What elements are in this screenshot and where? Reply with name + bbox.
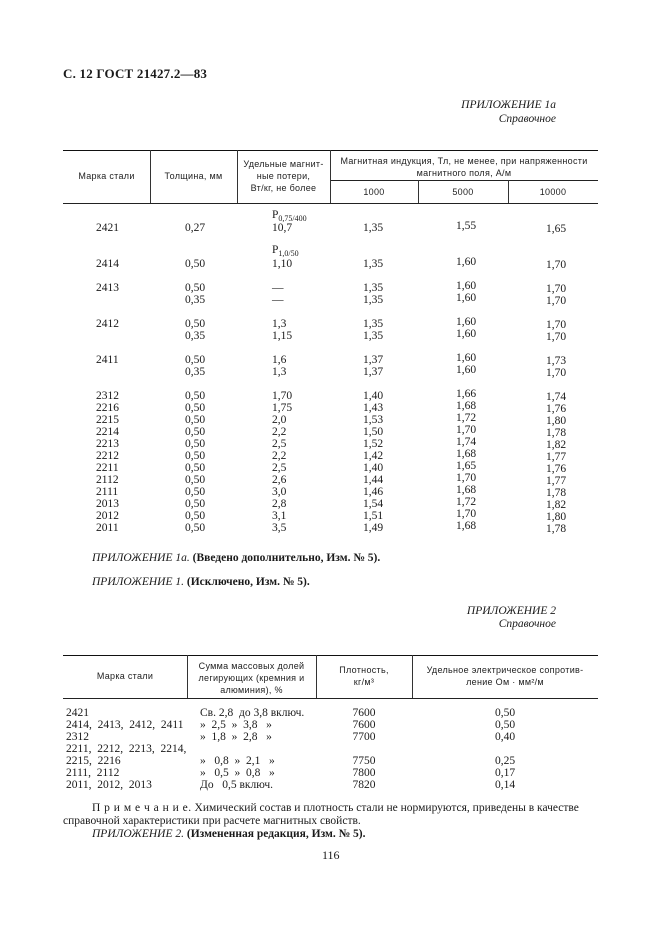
- table1-cell-b1: 1,35: [363, 330, 384, 342]
- footnote-text: Химический состав и плотность стали не нормируются, приведены в качестве: [191, 802, 579, 814]
- table1-cell-p: 1,3: [272, 366, 287, 378]
- table1-cell-p: —: [272, 282, 284, 294]
- t2-col-alloy-header: [187, 660, 316, 696]
- table1-cell-grade: 2312: [96, 390, 119, 402]
- table1-cell-b3: 1,70: [546, 259, 567, 271]
- table1-cell-grade: 2011: [96, 522, 119, 534]
- table1-cell-b2: 1,70: [456, 472, 477, 484]
- loss-subscript: 0,75/400: [278, 214, 307, 223]
- note-italic: ПРИЛОЖЕНИЕ 2.: [92, 828, 184, 840]
- table1-cell-grade: 2414: [96, 258, 119, 270]
- table2-cell-density: 7600: [352, 707, 376, 719]
- table1-cell-b2: 1,68: [456, 400, 477, 412]
- table1-cell-b1: 1,37: [363, 366, 384, 378]
- table1-cell-b3: 1,82: [546, 439, 567, 451]
- col-h1000-header: 1000: [363, 187, 385, 197]
- table1-cell-grade: 2013: [96, 498, 119, 510]
- table2-cell-res: 0,14: [494, 779, 516, 791]
- note-bold: (Введено дополнительно, Изм. № 5).: [192, 552, 381, 564]
- table2-cell-density: 7700: [352, 731, 376, 743]
- table1-cell-b2: 1,60: [456, 364, 477, 376]
- table2-cell-grade: 2215, 2216: [66, 755, 121, 767]
- table1-cell-t: 0,50: [185, 486, 206, 498]
- table1-cell-p: —: [272, 294, 284, 306]
- table1-cell-grade: 2421: [96, 222, 119, 234]
- table1-cell-t: 0,50: [185, 390, 206, 402]
- table2-cell-density: 7820: [352, 779, 376, 791]
- table1-cell-t: 0,50: [185, 318, 206, 330]
- table1-cell-b2: 1,60: [456, 280, 477, 292]
- table1-cell-t: 0,50: [185, 450, 206, 462]
- header-line: Плотность,: [339, 665, 389, 675]
- table1-cell-t: 0,50: [185, 426, 206, 438]
- table1-cell-b3: 1,70: [546, 295, 567, 307]
- table2-cell-res: 0,25: [494, 755, 516, 767]
- table2-cell-grade: 2011, 2012, 2013: [66, 779, 152, 791]
- table2-cell-grade: 2421: [66, 707, 89, 719]
- table1-cell-grade: 2412: [96, 318, 119, 330]
- table1-cell-t: 0,50: [185, 462, 206, 474]
- table2-cell-density: 7800: [352, 767, 376, 779]
- table1-cell-b3: 1,78: [546, 523, 567, 535]
- col-induction-header: [330, 155, 598, 179]
- table1-cell-b1: 1,42: [363, 450, 384, 462]
- table1-cell-grade: 2215: [96, 414, 119, 426]
- appendix-1a-subtitle: Справочное: [498, 113, 556, 125]
- table1-cell-b3: 1,77: [546, 475, 567, 487]
- table1-cell-b1: 1,40: [363, 462, 384, 474]
- t2-col-resistivity-header: [412, 664, 598, 688]
- note-italic: ПРИЛОЖЕНИЕ 1.: [92, 576, 184, 588]
- note-appendix-1: [92, 576, 310, 588]
- table2-cell-alloy: » 0,5 » 0,8 »: [200, 767, 275, 779]
- table1-cell-b3: 1,78: [546, 427, 567, 439]
- header-line: ные потери,: [256, 171, 311, 181]
- table1-cell-b2: 1,65: [456, 460, 477, 472]
- table1-cell-p: 2,6: [272, 474, 287, 486]
- table1-cell-p: 1,6: [272, 354, 287, 366]
- table1-cell-b1: 1,40: [363, 390, 384, 402]
- table1-cell-b2: 1,68: [456, 484, 477, 496]
- table1-cell-b1: 1,46: [363, 486, 384, 498]
- table1-cell-b1: 1,53: [363, 414, 384, 426]
- table1-cell-b2: 1,66: [456, 388, 477, 400]
- table1-cell-grade: 2213: [96, 438, 119, 450]
- table1-cell-grade: 2413: [96, 282, 119, 294]
- footnote-line2: справочной характеристики при расчете магнитных свойств.: [63, 815, 361, 827]
- table1-cell-p: 1,10: [272, 258, 293, 270]
- table1-cell-p: 1,3: [272, 318, 287, 330]
- loss-subscript: 1,0/50: [278, 249, 299, 258]
- table1-cell-b3: 1,74: [546, 391, 567, 403]
- table1-cell-b1: 1,35: [363, 282, 384, 294]
- page-header: С. 12 ГОСТ 21427.2—83: [63, 66, 208, 81]
- table1-cell-grade: 2214: [96, 426, 119, 438]
- table1-cell-t: 0,50: [185, 282, 206, 294]
- header-line: Вт/кг, не более: [250, 183, 317, 193]
- table1-cell-b1: 1,35: [363, 294, 384, 306]
- table1-cell-t: 0,50: [185, 522, 206, 534]
- table1-cell-t: 0,50: [185, 438, 206, 450]
- table1-cell-b3: 1,82: [546, 499, 567, 511]
- table1-cell-b3: 1,70: [546, 367, 567, 379]
- table1-cell-b3: 1,78: [546, 487, 567, 499]
- table1-cell-t: 0,50: [185, 258, 206, 270]
- col-grade-header: Марка стали: [78, 171, 135, 181]
- table1-cell-p: 2,5: [272, 462, 287, 474]
- table1-cell-b3: 1,70: [546, 331, 567, 343]
- table1-cell-t: 0,50: [185, 498, 206, 510]
- header-line: алюминия), %: [220, 685, 283, 695]
- t2-col-density-header: [316, 664, 412, 688]
- footnote-label: П р и м е ч а н и е.: [92, 802, 192, 814]
- note-bold: (Измененная редакция, Изм. № 5).: [186, 828, 366, 840]
- table1-cell-b2: 1,70: [456, 424, 477, 436]
- table2-cell-alloy: До 0,5 включ.: [200, 779, 274, 791]
- appendix-2-subtitle: Справочное: [498, 618, 556, 630]
- header-line: Удельные магнит-: [243, 159, 324, 169]
- table1-cell-p: 2,8: [272, 498, 287, 510]
- table1-cell-grade: 2012: [96, 510, 119, 522]
- table1-cell-b2: 1,60: [456, 256, 477, 268]
- table1-cell-b1: 1,43: [363, 402, 384, 414]
- table2-cell-res: 0,50: [494, 707, 516, 719]
- table2-cell-density: 7600: [352, 719, 376, 731]
- table1-cell-b3: 1,77: [546, 451, 567, 463]
- table2-cell-res: 0,17: [494, 767, 516, 779]
- table2-cell-alloy: » 0,8 » 2,1 »: [200, 755, 275, 767]
- loss-symbol: P: [272, 209, 279, 221]
- table1-cell-b2: 1,60: [456, 316, 477, 328]
- table1-cell-t: 0,35: [185, 294, 206, 306]
- table1-cell-grade: 2411: [96, 354, 119, 366]
- col-thickness-header: Толщина, мм: [164, 171, 223, 181]
- table2-cell-grade: 2312: [66, 731, 89, 743]
- header-line: легирующих (кремния и: [198, 673, 305, 683]
- table2-cell-alloy: » 1,8 » 2,8 »: [200, 731, 272, 743]
- table1-cell-b3: 1,65: [546, 223, 567, 235]
- table2-cell-grade: 2111, 2112: [66, 767, 120, 779]
- table1-cell-grade: 2216: [96, 402, 119, 414]
- note-italic: ПРИЛОЖЕНИЕ 1а.: [92, 552, 190, 564]
- table1-cell-b1: 1,51: [363, 510, 384, 522]
- table2-cell-grade: 2414, 2413, 2412, 2411: [66, 719, 184, 731]
- table1-cell-b1: 1,50: [363, 426, 384, 438]
- table1-cell-t: 0,50: [185, 474, 206, 486]
- table1-cell-p: 1,15: [272, 330, 293, 342]
- header-line: ление Ом · мм²/м: [466, 677, 544, 687]
- table1-cell-p: 2,5: [272, 438, 287, 450]
- footnote-line1: [92, 802, 579, 814]
- table1-cell-t: 0,50: [185, 354, 206, 366]
- table1-cell-b2: 1,55: [456, 220, 477, 232]
- header-line: кг/м³: [353, 677, 375, 687]
- appendix-1a-title: ПРИЛОЖЕНИЕ 1а: [461, 99, 556, 111]
- note-appendix-1a: [92, 552, 380, 564]
- table1-cell-b2: 1,68: [456, 520, 477, 532]
- loss-symbol: P: [272, 244, 279, 256]
- table2-cell-alloy: Св. 2,8 до 3,8 включ.: [200, 707, 305, 719]
- page-number: 116: [322, 848, 340, 862]
- table1-cell-b2: 1,68: [456, 448, 477, 460]
- table1-cell-t: 0,27: [185, 222, 206, 234]
- table1-cell-p: 2,0: [272, 414, 287, 426]
- table1-header-rule: [63, 203, 598, 204]
- table1-cell-b1: 1,54: [363, 498, 384, 510]
- header-line: Удельное электрическое сопротив-: [426, 665, 584, 675]
- table1-cell-b1: 1,37: [363, 354, 384, 366]
- table1-cell-grade: 2112: [96, 474, 119, 486]
- appendix-2-title: ПРИЛОЖЕНИЕ 2: [466, 605, 556, 617]
- table1-cell-b3: 1,76: [546, 463, 567, 475]
- table1-cell-p: 3,5: [272, 522, 287, 534]
- table1-cell-b3: 1,80: [546, 415, 567, 427]
- table2-cell-density: 7750: [352, 755, 376, 767]
- table1-cell-p: 3,0: [272, 486, 287, 498]
- table1-cell-b1: 1,35: [363, 258, 384, 270]
- table1-cell-grade: 2111: [96, 486, 119, 498]
- table1-cell-b3: 1,70: [546, 319, 567, 331]
- table2-cell-alloy: » 2,5 » 3,8 »: [200, 719, 272, 731]
- table1-cell-b1: 1,44: [363, 474, 384, 486]
- col-h10000-header: 10000: [539, 187, 567, 197]
- table2-top-rule: [63, 655, 598, 656]
- header-line: магнитного поля, А/м: [416, 168, 512, 178]
- col-h5000-header: 5000: [452, 187, 474, 197]
- table1-cell-b2: 1,60: [456, 328, 477, 340]
- table1-cell-grade: 2212: [96, 450, 119, 462]
- table1-cell-p: 1,75: [272, 402, 293, 414]
- table1-cell-b2: 1,72: [456, 412, 477, 424]
- table1-cell-t: 0,35: [185, 330, 206, 342]
- note-bold: (Исключено, Изм. № 5).: [186, 576, 310, 588]
- table1-cell-b1: 1,35: [363, 318, 384, 330]
- table1-cell-b2: 1,74: [456, 436, 477, 448]
- t2-col-grade-header: Марка стали: [96, 671, 154, 681]
- table1-cell-b3: 1,70: [546, 283, 567, 295]
- table1-cell-b2: 1,72: [456, 496, 477, 508]
- footnote-edition: [92, 828, 366, 840]
- table1-induction-rule: [330, 180, 598, 181]
- table2-cell-res: 0,40: [494, 731, 516, 743]
- table1-cell-p: 1,70: [272, 390, 293, 402]
- header-line: Магнитная индукция, Тл, не менее, при напряженности: [340, 156, 588, 166]
- table1-cell-b2: 1,60: [456, 352, 477, 364]
- table1-cell-b3: 1,73: [546, 355, 567, 367]
- table1-cell-t: 0,35: [185, 366, 206, 378]
- table1-cell-b3: 1,76: [546, 403, 567, 415]
- table1-cell-b1: 1,49: [363, 522, 384, 534]
- table2-header-rule: [63, 698, 598, 699]
- table2-cell-grade: 2211, 2212, 2213, 2214,: [66, 743, 187, 755]
- table1-cell-b2: 1,60: [456, 292, 477, 304]
- table1-cell-p: 10,7: [272, 222, 293, 234]
- table1-cell-p: 3,1: [272, 510, 287, 522]
- table1-cell-t: 0,50: [185, 510, 206, 522]
- table1-cell-t: 0,50: [185, 414, 206, 426]
- col-losses-header: [237, 158, 330, 194]
- header-line: Сумма массовых долей: [198, 661, 305, 671]
- table1-cell-b1: 1,35: [363, 222, 384, 234]
- table1-cell-p: 2,2: [272, 450, 287, 462]
- table2-cell-res: 0,50: [494, 719, 516, 731]
- table1-cell-b2: 1,70: [456, 508, 477, 520]
- table1-cell-t: 0,50: [185, 402, 206, 414]
- table1-cell-grade: 2211: [96, 462, 119, 474]
- table1-cell-p: 2,2: [272, 426, 287, 438]
- table1-cell-b3: 1,80: [546, 511, 567, 523]
- table1-cell-b1: 1,52: [363, 438, 384, 450]
